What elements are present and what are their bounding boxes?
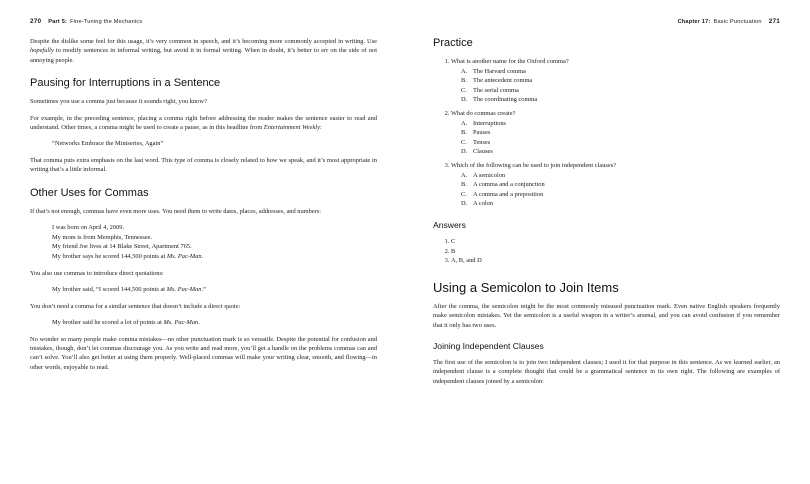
extract-indirect-quote (30, 318, 377, 328)
option-text: A comma and a preposition (473, 190, 544, 198)
answer-option[interactable] (461, 138, 780, 148)
paragraph-no-comma-needed: You don’t need a comma for a similar sentence that doesn’t include a direct quote: (30, 302, 241, 310)
italic-hopefully: hopefully (30, 47, 54, 55)
option-text: Interruptions (473, 119, 507, 127)
practice-question-list (433, 57, 780, 209)
answer-option-list (451, 171, 780, 209)
answer-option[interactable] (461, 180, 780, 190)
answer-option-list (451, 119, 780, 157)
italic-ms-pac-man-2: Ms. Pac-Man (166, 286, 202, 294)
running-head-right (433, 18, 780, 25)
extract-direct-quote-line: My brother said, “I scored 144,500 points at Ms. Pac-Man.” (52, 286, 206, 294)
extract-line-4: My brother says he scored 144,500 points at Ms. Pac-Man. (52, 253, 204, 261)
question-text: Which of the following can be used to join independent clauses? (451, 161, 617, 169)
paragraph-if-thats-not-enough: If that’s not enough, commas have even more uses. You need them to write dates, places, addresses, and numbers: (30, 207, 322, 215)
part-label: Part 5: (48, 19, 68, 25)
answer-option[interactable] (461, 171, 780, 181)
option-label: B. (461, 129, 467, 137)
heading-using-a-semicolon: Using a Semicolon to Join Items (433, 279, 619, 295)
italic-ms-pac-man-3: Ms. Pac-Man (163, 319, 199, 327)
option-label: A. (461, 171, 468, 179)
paragraph-that-comma: That comma puts extra emphasis on the last word. This type of comma is closely related to how we speak, and it’s most appropriate in writing that’s a little informal. (30, 157, 377, 174)
answers-list (433, 237, 780, 266)
extract-line-1: I was born on April 4, 2009. (52, 224, 125, 232)
option-text: Clauses (473, 148, 493, 156)
answer-option[interactable] (461, 190, 780, 200)
paragraph-semicolon-intro: After the comma, the semicolon might be the most commonly misused punctuation mark. Even native English speakers frequently make semicolon mistakes. Yet the semicolon is a useful weapon in a writer’s arsenal, and you can avoid confusion if you remember that it only has two uses. (433, 302, 780, 329)
right-page (405, 0, 810, 484)
option-label: B. (461, 181, 467, 189)
answer-option[interactable] (461, 119, 780, 129)
answer-item: 2. B (451, 247, 780, 257)
heading-other-uses-for-commas: Other Uses for Commas (30, 186, 149, 199)
answer-option[interactable] (461, 86, 780, 96)
heading-pausing-for-interruptions: Pausing for Interruptions in a Sentence (30, 77, 221, 90)
option-label: A. (461, 119, 468, 127)
page-gutter (405, 0, 406, 484)
answer-option[interactable] (461, 76, 780, 86)
paragraph-for-example: For example, in the preceding sentence, placing a comma right before addressing the reader makes the sentence easier to read and understand. Other times, a comma might be used to create a pause, as in this headline from Entertainment Weekly: (30, 114, 377, 132)
running-head-left (30, 18, 377, 25)
extract-indirect-quote-line: My brother said he scored a lot of points at Ms. Pac-Man. (52, 319, 200, 327)
paragraph-closing: No wonder so many people make comma mistakes—no other punctuation mark is so versatile. Despite the potential for confusion and mistakes, though, don’t let commas discourage you. As you write and read more, you’ll get a handle on the problems commas can and can’t solve. You’ll also get better at using them properly. Well-placed commas will make your writing clear, smooth, and flowing—in other words, enjoyable to read. (30, 335, 377, 371)
option-text: A semicolon (473, 171, 506, 179)
chapter-title: Basic Punctuation (713, 19, 762, 25)
option-label: A. (461, 67, 468, 75)
option-text: A colon (473, 200, 494, 208)
heading-answers: Answers (433, 219, 466, 230)
answer-option[interactable] (461, 128, 780, 138)
page-number-right: 271 (768, 18, 780, 25)
option-text: The serial comma (473, 86, 519, 94)
extract-line-3: My friend Joe lives at 14 Blake Street, Apartment 765. (52, 243, 192, 251)
heading-practice: Practice (433, 37, 473, 49)
extract-headline (30, 139, 377, 149)
question-item (451, 161, 780, 209)
paragraph-sometimes-comma: Sometimes you use a comma just because it sounds right, you know? (30, 98, 207, 106)
question-item (451, 57, 780, 105)
answer-option-list (451, 67, 780, 105)
option-label: C. (461, 190, 467, 198)
paragraph-first-use: The first use of the semicolon is to join two independent clauses; I used it for that purpose in this sentence. As we learned earlier, an independent clause is a complete thought that could be a grammatical sentence in its own right. The following are examples of independent clauses joined by a semicolon: (433, 358, 780, 385)
part-title: Fine-Tuning the Mechanics (70, 19, 143, 25)
answer-option[interactable] (461, 95, 780, 105)
option-text: The antecedent comma (473, 77, 533, 85)
paragraph-direct-quotations: You also use commas to introduce direct quotations: (30, 269, 164, 277)
option-label: D. (461, 96, 468, 104)
question-text: What do commas create? (451, 109, 516, 117)
answer-option[interactable] (461, 67, 780, 77)
answer-item: 1. C (451, 237, 780, 247)
question-text: What is another name for the Oxford comma? (451, 58, 569, 65)
option-text: The Harvard comma (473, 67, 526, 75)
italic-ms-pac-man-1: Ms. Pac-Man (166, 253, 202, 261)
page-number-left: 270 (30, 18, 42, 25)
option-label: D. (461, 200, 468, 208)
chapter-label: Chapter 17: (677, 19, 711, 25)
option-text: Pauses (473, 129, 491, 137)
answer-item: 3. A, B, and D (451, 256, 780, 266)
extract-examples-list (30, 223, 377, 261)
option-label: D. (461, 148, 468, 156)
extract-direct-quote (30, 285, 377, 295)
answer-option[interactable] (461, 199, 780, 209)
option-text: The coordinating comma (473, 96, 538, 104)
question-item (451, 109, 780, 157)
option-text: Tenses (473, 138, 491, 146)
heading-joining-independent-clauses: Joining Independent Clauses (433, 340, 544, 351)
option-label: C. (461, 138, 467, 146)
extract-line-2: My mom is from Memphis, Tennessee. (52, 233, 153, 241)
extract-headline-line: “Networks Embrace the Miniseries, Again” (52, 140, 164, 148)
option-label: C. (461, 86, 467, 94)
option-label: B. (461, 77, 467, 85)
italic-entertainment-weekly: Entertainment Weekly (263, 124, 320, 132)
opening-paragraph: Despite the dislike some feel for this usage, it’s very common in speech, and it’s becoming more commonly accepted in writing. Use hopefully to modify sentences in informal writing, but avoid it in formal writing. When in doubt, it’s better to err on the side of not annoying people. (30, 38, 377, 64)
option-text: A comma and a conjunction (473, 181, 545, 189)
answer-option[interactable] (461, 147, 780, 157)
